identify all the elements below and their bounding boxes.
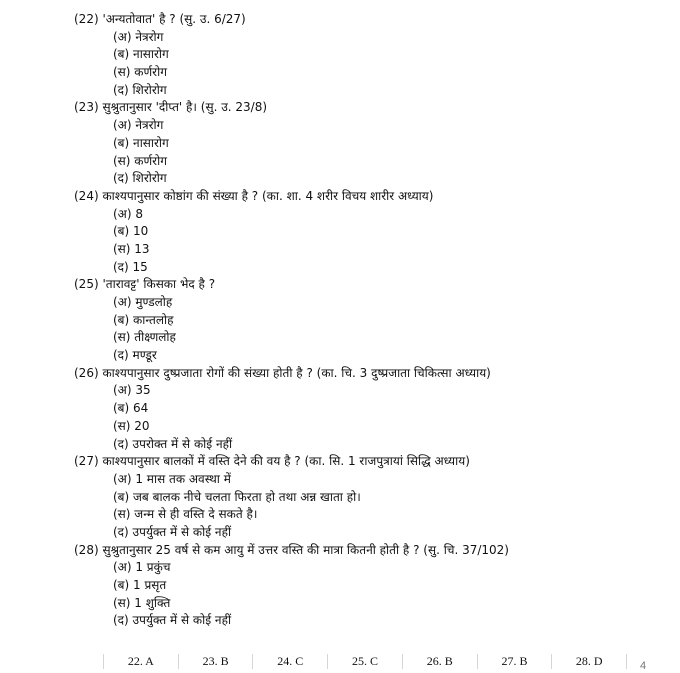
question-text: (22) 'अन्यतोवात' है ? (सु. उ. 6/27) — [74, 12, 246, 26]
question-block — [74, 99, 664, 187]
option: (स) 13 — [113, 241, 150, 256]
answer-key-bar — [103, 651, 627, 671]
question-text: (23) सुश्रुतानुसार 'दीप्त' है। (सु. उ. 23/8) — [74, 100, 268, 115]
question-block — [74, 188, 664, 276]
question-block — [74, 11, 664, 99]
option: (द) उपर्युक्त में से कोई नहीं — [113, 524, 232, 539]
option: (स) कर्णरोग — [113, 65, 167, 80]
option: (ब) 64 — [113, 401, 149, 416]
option: (अ) 8 — [113, 206, 143, 221]
option: (स) कर्णरोग — [113, 153, 167, 168]
question-block — [74, 365, 664, 453]
answer-key-item: 23. B — [178, 654, 253, 669]
answer-key-item: 27. B — [477, 654, 552, 669]
option: (अ) मुण्डलोह — [113, 295, 173, 309]
option: (स) 1 शुक्ति — [113, 595, 171, 610]
option: (अ) 1 प्रकुंच — [113, 560, 171, 575]
option: (ब) कान्तलोह — [113, 312, 174, 327]
question-block — [74, 542, 664, 630]
answer-key-item: 26. B — [402, 654, 477, 669]
page-number: 4 — [640, 660, 647, 672]
answer-key-item: 24. C — [252, 654, 327, 669]
question-text: (26) काश्यपानुसार दुष्प्रजाता रोगों की संख्या होती है ? (का. चि. 3 दुष्प्रजाता चिकित्सा अध्याय) — [74, 365, 491, 380]
option: (अ) 35 — [113, 383, 151, 398]
answer-key-item: 25. C — [327, 654, 402, 669]
question-text: (24) काश्यपानुसार कोष्ठांग की संख्या है ? (का. शा. 4 शरीर विचय शारीर अध्याय) — [74, 188, 434, 203]
option: (ब) नासारोग — [113, 47, 169, 62]
option: (द) 15 — [113, 259, 148, 274]
option: (अ) नेत्ररोग — [113, 29, 164, 44]
option: (द) शिरोरोग — [113, 171, 167, 186]
question-text: (28) सुश्रुतानुसार 25 वर्ष से कम आयु में उत्तर वस्ति की मात्रा कितनी होती है ? (सु. चि. 37/102) — [74, 542, 509, 557]
question-block — [74, 453, 664, 541]
option: (स) जन्म से ही वस्ति दे सकते है। — [113, 507, 258, 522]
option: (द) शिरोरोग — [113, 82, 167, 97]
option: (द) मण्डूर — [113, 348, 157, 363]
question-block — [74, 276, 664, 364]
option: (द) उपर्युक्त में से कोई नहीं — [113, 613, 232, 628]
option: (अ) 1 मास तक अवस्था में — [113, 471, 231, 486]
option: (अ) नेत्ररोग — [113, 118, 164, 133]
option: (स) 20 — [113, 418, 150, 433]
option: (द) उपरोक्त में से कोई नहीं — [113, 436, 233, 451]
answer-key-item: 28. D — [551, 654, 627, 669]
option: (ब) 1 प्रसृत — [113, 578, 167, 592]
option: (ब) जब बालक नीचे चलता फिरता हो तथा अन्न खाता हो। — [113, 489, 361, 504]
option: (स) तीक्ष्णलोह — [113, 330, 176, 345]
option: (ब) नासारोग — [113, 135, 169, 150]
question-list — [74, 11, 664, 630]
answer-key-item: 22. A — [103, 654, 178, 669]
question-text: (27) काश्यपानुसार बालकों में वस्ति देने की वय है ? (का. सि. 1 राजपुत्रायां सिद्धि अध्याय) — [74, 454, 470, 469]
option: (ब) 10 — [113, 224, 149, 239]
question-text: (25) 'तारावट्ट' किसका भेद है ? — [74, 277, 216, 292]
